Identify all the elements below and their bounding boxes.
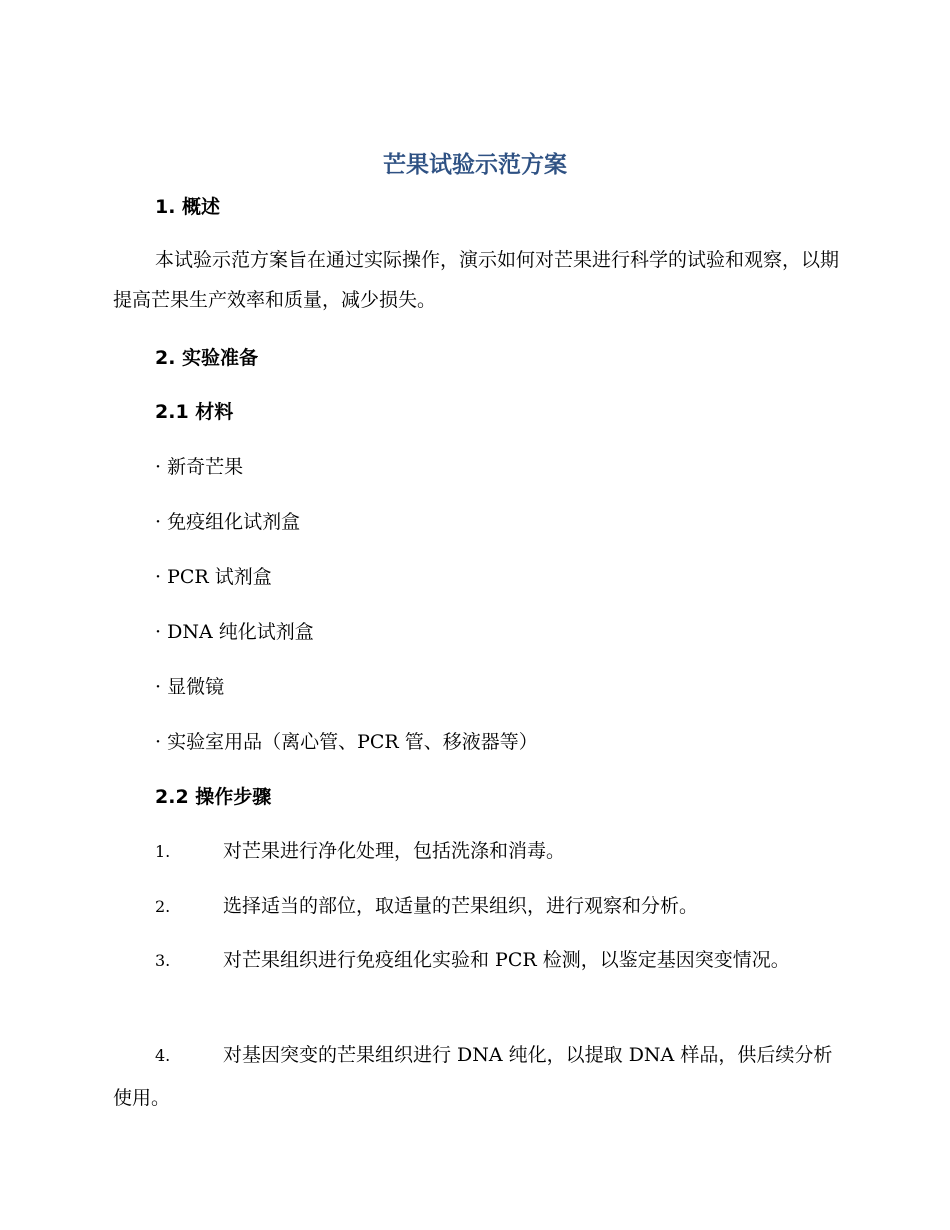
step-text: 对基因突变的芒果组织进行 DNA 纯化，以提取 DNA 样品，供后续分析使用。 <box>113 1044 833 1109</box>
step-number: 2. <box>155 897 171 916</box>
procedure-step <box>113 939 843 982</box>
procedure-step <box>113 885 843 928</box>
step-number: 4. <box>155 1046 171 1065</box>
step-number: 1. <box>155 842 171 861</box>
material-item: · 实验室用品（离心管、PCR 管、移液器等） <box>155 731 538 753</box>
procedure-step <box>113 830 843 873</box>
overview-paragraph: 本试验示范方案旨在通过实际操作，演示如何对芒果进行科学的试验和观察，以期提高芒果生产效率和质量，减少损失。 <box>113 249 840 311</box>
section-heading-procedure: 2.2 操作步骤 <box>155 786 272 808</box>
step-text: 对芒果组织进行免疫组化实验和 PCR 检测，以鉴定基因突变情况。 <box>223 949 790 971</box>
material-item: · DNA 纯化试剂盒 <box>155 621 314 643</box>
material-item: · 显微镜 <box>155 676 225 698</box>
section-heading-materials: 2.1 材料 <box>155 401 234 423</box>
material-item: · PCR 试剂盒 <box>155 566 272 588</box>
step-text: 选择适当的部位，取适量的芒果组织，进行观察和分析。 <box>223 895 699 917</box>
section-heading-preparation: 2. 实验准备 <box>155 347 259 369</box>
section-heading-overview: 1. 概述 <box>155 196 221 218</box>
step-text: 对芒果进行净化处理，包括洗涤和消毒。 <box>223 840 566 862</box>
material-item: · 新奇芒果 <box>155 456 244 478</box>
material-item: · 免疫组化试剂盒 <box>155 511 301 533</box>
procedure-step <box>113 1034 843 1119</box>
document-title: 芒果试验示范方案 <box>383 152 567 178</box>
step-number: 3. <box>155 951 171 970</box>
